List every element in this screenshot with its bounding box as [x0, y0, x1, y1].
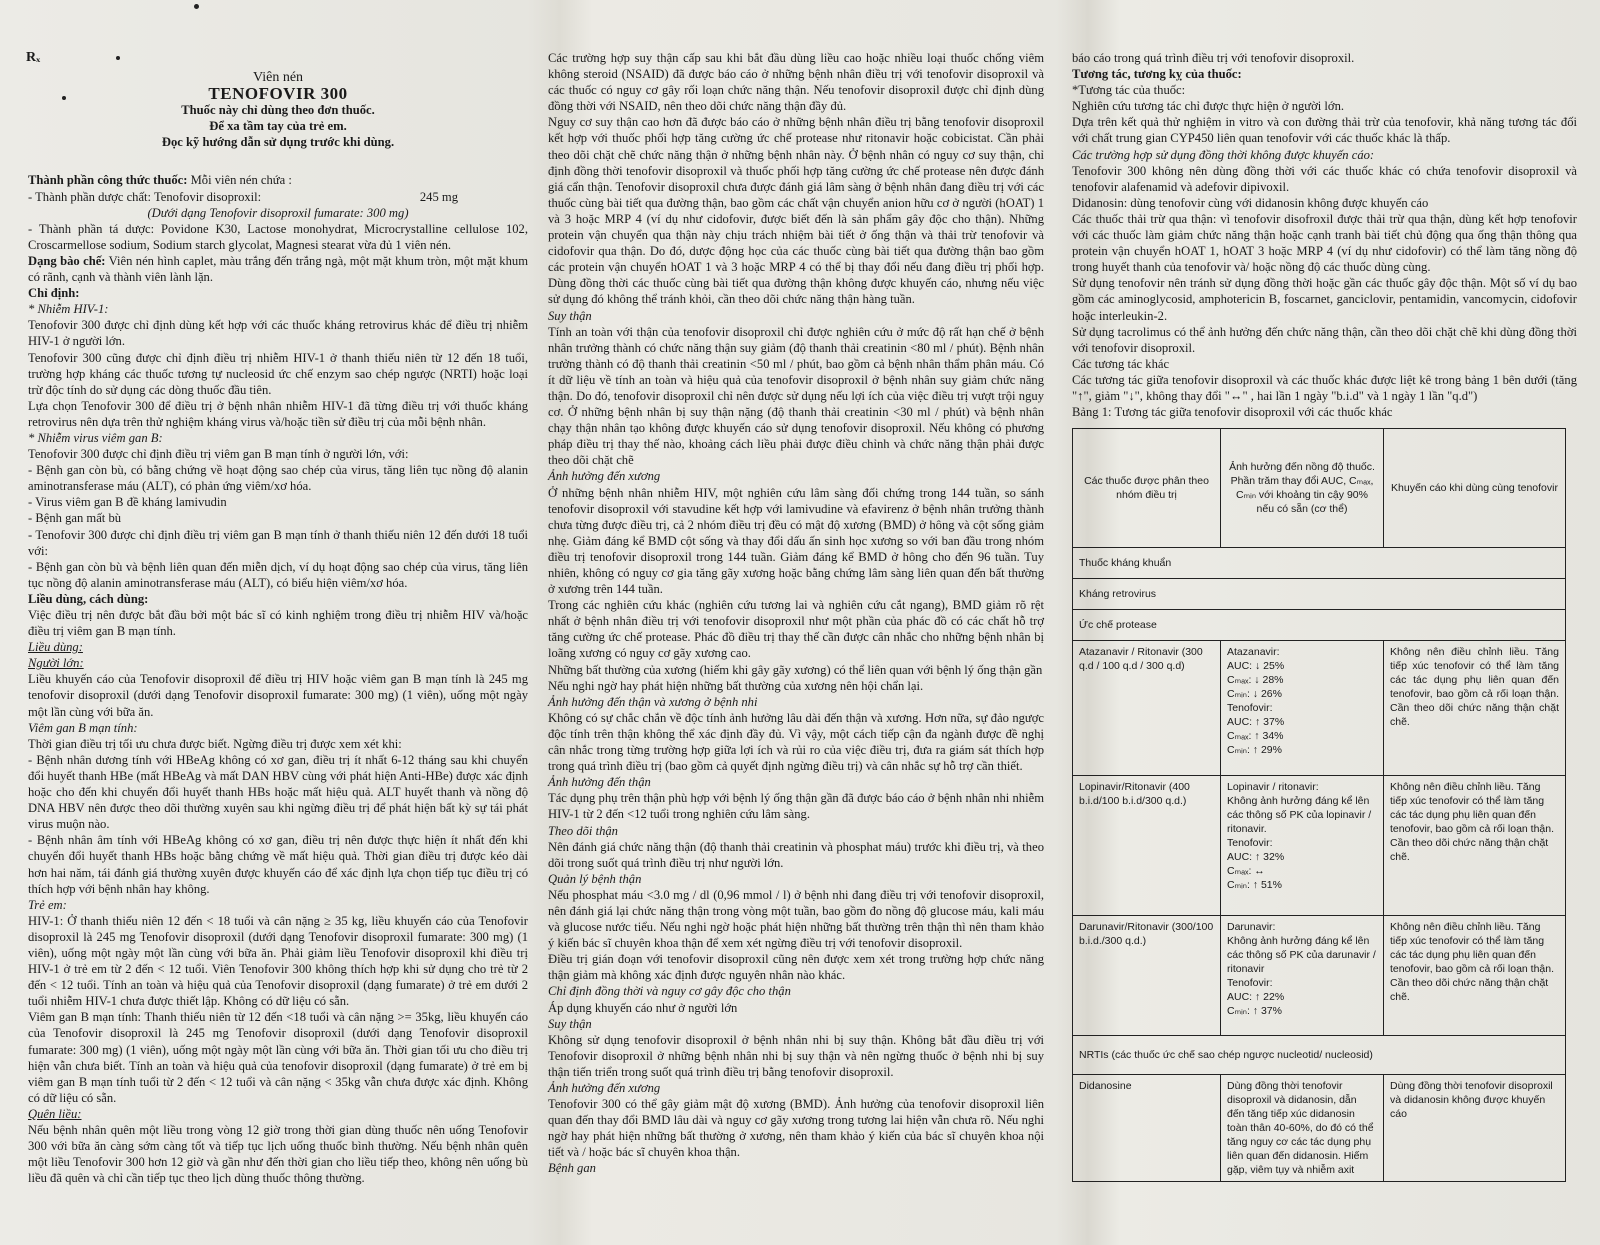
scan-speck: [194, 4, 199, 9]
table-header-cell: Khuyến cáo khi dùng cùng tenofovir: [1384, 429, 1566, 548]
body-paragraph: Các trường hợp suy thận cấp sau khi bắt đầu dùng liều cao hoặc nhiều loại thuốc chống viêm không steroid (NSAID) đã được báo cáo ở những bệnh nhân điều trị với tenofovir disoproxil và các thuốc có nguy cơ gây rối loạn chức năng thận. Nếu tenofovir disoproxil được chỉ định dùng đồng thời với NSAID, nên theo dõi chức năng thận đầy đủ.: [548, 51, 1044, 114]
not-recommended-subheading: Các trường hợp sử dụng đồng thời không được khuyến cáo:: [1072, 147, 1375, 162]
body-paragraph: Trong các nghiên cứu khác (nghiên cứu tương lai và nghiên cứu cắt ngang), BMD giảm rõ rệt nhất ở bệnh nhân điều trị với tenofovir disoproxil như một phần của phác đồ có các chất hỗ trợ tăng cường ức chế protease. Phác đồ điều trị thay thế cần được cân nhắc cho những bệnh nhân bị loãng xương có nguy cơ gãy xương cao.: [548, 598, 1044, 661]
missed-dose-paragraph: Nếu bệnh nhân quên một liều trong vòng 12 giờ trong thời gian dùng thuốc nên uống Tenofovir 300 với bữa ăn càng sớm càng tốt và tiếp tục lịch uống thuốc bình thường. Nếu bệnh nhân quên một liều Tenofovir 300 hơn 12 giờ và gần như đến thời gian cho liều tiếp theo, không nên uống bù liều đã quên và chỉ cần tiếp tục theo lịch dùng thuốc thông thường.: [28, 1123, 528, 1186]
kidney-subheading: Ảnh hưởng đến thận: [548, 775, 651, 790]
management-subheading: Quản lý bệnh thận: [548, 871, 642, 886]
column-3: [1072, 50, 1577, 1182]
dose-subheading: Liều dùng:: [28, 640, 83, 655]
dosage-form: Dạng bào chế: Viên nén hình caplet, màu trắng đến trắng ngà, một mặt khum tròn, một mặt khum có rãnh, cạnh và thành viên lành lặn.: [28, 253, 528, 285]
body-paragraph: Nên đánh giá chức năng thận (độ thanh thải creatinin và phosphat máu) trước khi điều trị, và theo dõi trong suốt quá trình điều trị như người lớn.: [548, 839, 1044, 870]
table-header-row: [1073, 429, 1566, 548]
hbv-paragraph: - Tenofovir 300 được chỉ định điều trị viêm gan B mạn tính ở thanh thiếu niên 12 đến dưới 18 tuổi với:: [28, 527, 528, 558]
body-paragraph: Các tương tác giữa tenofovir disoproxil và các thuốc khác được liệt kê trong bảng 1 bên dưới (tăng "↑", giảm "↓", không thay đổi "↔" , hai lần 1 ngày "b.i.d" và 1 ngày 1 lần "q.d"): [1072, 372, 1577, 403]
indication-heading: Chỉ định:: [28, 286, 80, 301]
body-paragraph: Sử dụng tenofovir nên tránh sử dụng đồng thời hoặc gần các thuốc gây độc thận. Một số ví dụ bao gồm các aminoglycosid, amphotericin B, foscarnet, ganciclovir, pentamidin, vancomycin, cidofovir hoặc interleukin-2.: [1072, 276, 1577, 323]
body-paragraph: Didanosin: dùng tenofovir cùng với didanosin không được khuyến cáo: [1072, 195, 1429, 210]
table-cell-effect: Lopinavir / ritonavir: Không ảnh hưởng đáng kể lên các thông số PK của lopinavir / ritonavir. Tenofovir: AUC: ↑ 32% Cₘₐₓ: ↔ Cₘᵢₙ: ↑ 51%: [1221, 776, 1384, 916]
prescription-warning: Thuốc này chỉ dùng theo đơn thuốc.: [181, 103, 375, 118]
monitoring-subheading: Theo dõi thận: [548, 823, 618, 838]
children-subheading: Trẻ em:: [28, 897, 67, 912]
body-paragraph: Không có sự chắc chắn về độc tính ảnh hưởng lâu dài đến thận và xương. Hơn nữa, sự đảo ngược độc tính trên thận không thể xác định đầy đủ. Vì vậy, một cách tiếp cận đa ngành được đề nghị cân nhắc trong từng trường hợp giữa lợi ích và rủi ro của việc điều trị, đưa ra giám sát thích hợp trong quá trình điều trị (bao gồm cả quyết định ngừng điều trị) và cân nhắc sự hỗ trợ cần thiết.: [548, 710, 1044, 774]
rx-mark: Rₓ: [26, 50, 41, 65]
body-paragraph: Nếu phosphat máu <3.0 mg / dl (0,96 mmol / l) ở bệnh nhi đang điều trị với tenofovir disoproxil, nên đánh giá lại chức năng thận trong vòng một tuần, bao gồm đo nồng độ glucose máu, kali máu và glucose nước tiểu. Nếu nghi ngờ hoặc phát hiện những bất thường trên thận thì nên tham khảo ý kiến bác sĩ chuyên khoa thận để xem xét ngừng điều trị với tenofovir disoproxil.: [548, 887, 1044, 951]
adult-paragraph: Liều khuyến cáo của Tenofovir disoproxil để điều trị HIV hoặc viêm gan B mạn tính là 245 mg tenofovir disoproxil (dưới dạng Tenofovir disoproxil fumarate: 300 mg) (1 viên), uống một ngày một lần cùng với bữa ăn.: [28, 672, 528, 719]
active-ingredient-row: - Thành phần dược chất: Tenofovir disoproxil: 245 mg: [28, 189, 458, 204]
body-paragraph: Nguy cơ suy thận cao hơn đã được báo cáo ở những bệnh nhân điều trị bằng tenofovir disoproxil kết hợp với thuốc phối hợp tăng cường ức chế protease như ritonavir hoặc cobicistat. Cần phải theo dõi chặt chẽ chức năng thận ở những bệnh nhân này. Ở bệnh nhân có nguy cơ suy thận, chỉ định đồng thời tenofovir disoproxil và thuốc phối hợp tăng cường ức chế protease nên được đánh giá cẩn thận. Tenofovir disoproxil chưa được đánh giá lâm sàng ở bệnh nhân đang điều trị với các thuốc cùng bài tiết qua đường thận, bao gồm các chất vận chuyển anion hữu cơ ở người (hOAT) 1 và 3 hoặc MRP 4 (ví dụ như cidofovir, được biết đến là sản phẩm gây độc cho thận). Những protein vận chuyển qua thận này chịu trách nhiệm bài tiết ở ống thận và thải trừ tenofovir và cidofovir qua thận. Do đó, dược động học của các thuốc cùng bài tiết qua đường thận bao gồm các protein vận chuyển hOAT 1 và 3 hoặc MRP 4 có thể bị thay đổi nếu đang điều trị phối hợp. Dùng đồng thời các thuốc cùng bài tiết qua đường thận không được khuyến cáo, nhưng nếu việc sử dụng đó không thể tránh khỏi, cần theo dõi chức năng thận hàng tuần.: [548, 115, 1044, 307]
table-row: [1073, 916, 1566, 1036]
interaction-heading: Tương tác, tương kỵ của thuốc:: [1072, 67, 1242, 82]
table-group-row: Kháng retrovirus: [1073, 579, 1566, 610]
renal-failure-subheading: Suy thận: [548, 1016, 592, 1031]
table-cell-recommendation: Dùng đồng thời tenofovir disoproxil và didanosin không được khuyến cáo: [1384, 1075, 1566, 1182]
table-group-row: Thuốc kháng khuẩn: [1073, 548, 1566, 579]
table-caption: Bảng 1: Tương tác giữa tenofovir disoproxil với các thuốc khác: [1072, 405, 1393, 420]
chb-paragraph: Thời gian điều trị tối ưu chưa được biết. Ngừng điều trị được xem xét khi:: [28, 736, 402, 751]
body-paragraph: Ở những bệnh nhân nhiễm HIV, một nghiên cứu lâm sàng đối chứng trong 144 tuần, so sánh tenofovir disoproxil với stavudine kết hợp với lamivudine và efavirenz ở bệnh nhân trưởng thành chưa từng được điều trị, cả 2 nhóm điều trị đều có mật độ xương (BMD) ở hông và cột sống giảm nhẹ. Giảm đáng kể BMD cột sống và thay đổi dấu ấn sinh học xương so với ban đầu trong nhóm điều trị tenofovir disoproxil trong 144 tuần. Giảm đáng kể BMD ở hông cho đến 96 tuần. Tuy nhiên, không có nguy cơ gia tăng gãy xương hoặc bằng chứng lâm sàng liên quan đến bất thường ở xương trên 144 tuần.: [548, 485, 1044, 597]
hbv-paragraph: - Bệnh gan còn bù và bệnh liên quan đến miễn dịch, ví dụ hoạt động sao chép của virus, tăng liên tục nồng độ alanin aminotransferase máu (ALT), có biểu hiện viêm/xơ hóa.: [28, 559, 528, 590]
body-paragraph: Những bất thường của xương (hiếm khi gây gãy xương) có thể liên quan với bệnh lý ống thận gần: [548, 662, 1043, 677]
body-paragraph: Sử dụng tacrolimus có thể ảnh hưởng đến chức năng thận, cần theo dõi chặt chẽ khi dùng đồng thời với tenofovir disoproxil.: [1072, 324, 1577, 355]
read-instructions-warning: Đọc kỹ hướng dẫn sử dụng trước khi dùng.: [161, 135, 395, 150]
table-group-row: NRTIs (các thuốc ức chế sao chép ngược nucleotid/ nucleosid): [1073, 1036, 1566, 1075]
body-paragraph: Tính an toàn với thận của tenofovir disoproxil chỉ được nghiên cứu ở mức độ rất hạn chế ở bệnh nhân trưởng thành có chức năng thận suy giảm (độ thanh thải creatinin <80 ml / phút). Bệnh nhân trưởng thành có độ thanh thải creatinin <50 ml / phút, bao gồm cả bệnh nhân thẩm phân máu. Có ít dữ liệu về tính an toàn và hiệu quả của tenofovir disoproxil ở bệnh nhân suy giảm chức năng thận. Do đó, tenofovir disoproxil chỉ nên được sử dụng nếu lợi ích của việc điều trị vượt trội nguy cơ. Ở những bệnh nhân bị suy thận nặng (độ thanh thải creatinin <30 ml / phút) và bệnh nhân chạy thận nhân tạo không được khuyến cáo sử dụng tenofovir disoproxil. Nếu không có phương pháp điều trị thay thế nào, khoảng cách liều phải được điều chỉnh và chức năng thận phải được theo dõi chặt chẽ: [548, 324, 1044, 468]
table-cell-drug: Atazanavir / Ritonavir (300 q.d / 100 q.d / 300 q.d): [1073, 641, 1221, 776]
children-warning: Để xa tầm tay của trẻ em.: [209, 119, 347, 134]
chb-paragraph: - Bệnh nhân dương tính với HBeAg không có xơ gan, điều trị ít nhất 6-12 tháng sau khi chuyển đổi huyết thanh HBe (mất HBeAg và mất DAN HBV cùng với phát hiện Anti-HBe) được xác định hoặc cho đến khi chuyển đổi huyết thanh HBs hoặc mất hiệu quả. ALT huyết thanh và nồng độ DNA HBV nên được theo dõi thường xuyên sau khi ngừng điều trị để phát hiện bất kỳ sự tái phát virus muộn nào.: [28, 752, 528, 832]
table-cell-recommendation: Không nên điều chỉnh liều. Tăng tiếp xúc tenofovir có thể làm tăng các tác dụng phụ liên quan đến tenofovir, bao gồm cả rối loạn thận. Cần theo dõi chức năng thận chặt chẽ.: [1384, 916, 1566, 1036]
excipients: - Thành phần tá dược: Povidone K30, Lactose monohydrat, Microcrystalline cellulose 102, Croscarmellose sodium, Sodium starch glycolat, Magnesi stearat vừa đủ 1 viên nén.: [28, 221, 528, 252]
coadmin-subheading: Chỉ định đồng thời và nguy cơ gây độc cho thận: [548, 984, 791, 999]
hbv-paragraph: - Bệnh gan còn bù, có bằng chứng về hoạt động sao chép của virus, tăng liên tục nồng độ alanin aminotransferase máu (ALT), có phản ứng viêm/xơ hóa.: [28, 463, 528, 494]
liver-subheading: Bệnh gan: [548, 1161, 596, 1176]
body-paragraph: Không sử dụng tenofovir disoproxil ở bệnh nhân nhi bị suy thận. Không bắt đầu điều trị với Tenofovir disoproxil ở những bệnh nhân nhi bị suy thận và nên ngừng thuốc ở bệnh nhi bị suy thận tiến triển trong suốt quá trình điều trị bằng tenofovir disoproxil.: [548, 1032, 1044, 1079]
table-cell-recommendation: Không nên điều chỉnh liều. Tăng tiếp xúc tenofovir có thể làm tăng các tác dụng phụ liên quan đến tenofovir, bao gồm cả rối loạn thận. Cần theo dõi chức năng thận chặt chẽ.: [1384, 641, 1566, 776]
column-2: [548, 50, 1044, 1177]
body-paragraph: Nếu nghi ngờ hay phát hiện những bất thường của xương nên hội chẩn lại.: [548, 678, 924, 693]
dosage-paragraph: Việc điều trị nên được bắt đầu bởi một bác sĩ có kinh nghiệm trong điều trị nhiễm HIV và/hoặc điều trị viêm gan B mạn tính.: [28, 608, 528, 639]
chb-paragraph: - Bệnh nhân âm tính với HBeAg không có xơ gan, điều trị nên được thực hiện ít nhất đến khi chuyển đổi huyết thanh HBs hoặc bằng chứng về mất hiệu quả. Thời gian điều trị được kéo dài hơn hai năm, tái đánh giá thường xuyên được khuyến cáo để xác định lựa chọn tiếp tục điều trị có thích hợp với bệnh nhân hay không.: [28, 833, 528, 896]
bone-subheading: Ảnh hưởng đến xương: [548, 469, 661, 484]
missed-dose-subheading: Quên liều:: [28, 1106, 82, 1121]
product-form: Viên nén: [252, 70, 304, 85]
table-row: [1073, 1075, 1566, 1182]
interaction-table: [1072, 428, 1566, 1182]
body-paragraph: Các thuốc thải trừ qua thận: vì tenofovir disofroxil được thải trừ qua thận, dùng kết hợp tenofovir với các thuốc làm giảm chức năng thận hoặc cạnh tranh bài tiết chủ động qua ống thận thông qua protein vận chuyển hOAT 1, hOAT 3 hoặc MRP 4 (ví dụ như cidofovir) có thể làm tăng nồng độ trong huyết thanh của tenofovir và/ hoặc nồng độ các thuốc dùng cùng.: [1072, 211, 1577, 275]
hbv-paragraph: - Bệnh gan mất bù: [28, 511, 122, 526]
body-paragraph: Điều trị gián đoạn với tenofovir disoproxil cũng nên được xem xét trong trường hợp chức năng thận giảm mà không xác định được nguyên nhân nào khác.: [548, 952, 1044, 983]
dosage-heading: Liều dùng, cách dùng:: [28, 591, 149, 606]
body-paragraph: báo cáo trong quá trình điều trị với tenofovir disoproxil.: [1072, 51, 1355, 65]
table-cell-drug: Darunavir/Ritonavir (300/100 b.i.d./300 q.d.): [1073, 916, 1221, 1036]
hiv-paragraph: Lựa chọn Tenofovir 300 để điều trị ở bệnh nhân nhiễm HIV-1 đã từng điều trị với thuốc kháng retrovirus nên dựa trên thử nghiệm kháng virus và/hoặc tiền sử điều trị của mỗi bệnh nhân.: [28, 398, 528, 429]
body-paragraph: Tenofovir 300 không nên dùng đồng thời với các thuốc khác có chứa tenofovir disoproxil và tenofovir alafenamid và adefovir dipivoxil.: [1072, 163, 1577, 194]
active-ingredient-form: (Dưới dạng Tenofovir disoproxil fumarate: 300 mg): [147, 205, 409, 220]
table-row: [1073, 641, 1566, 776]
product-name: TENOFOVIR 300: [208, 84, 348, 104]
interaction-subheading: *Tương tác của thuốc:: [1072, 83, 1186, 98]
adult-subheading: Người lớn:: [28, 656, 84, 671]
children-paragraph: HIV-1: Ở thanh thiếu niên 12 đến < 18 tuổi và cân nặng ≥ 35 kg, liều khuyến cáo của Tenofovir disoproxil là 245 mg Tenofovir disoproxil (dưới dạng Tenofovir disoproxil fumarate: 300 mg) (1 viên), uống một ngày một lần cùng với bữa ăn. Phải giảm liều Tenofovir disoproxil khi điều trị HIV-1 ở trẻ em từ 2 đến < 12 tuổi. Viên Tenofovir 300 không thích hợp khi sử dụng cho trẻ từ 2 đến < 12 tuổi. Tính an toàn và hiệu quả của Tenofovir disoproxil (dạng fumarate) ở trẻ em dưới 2 tuổi nhiễm HIV-1 chưa được thiết lập. Không có dữ liệu có sẵn.: [28, 913, 528, 1009]
column-1: [28, 55, 528, 1186]
hiv-heading: * Nhiễm HIV-1:: [28, 302, 109, 317]
body-paragraph: Nghiên cứu tương tác chỉ được thực hiện ở người lớn.: [1072, 99, 1345, 114]
chb-subheading: Viêm gan B mạn tính:: [28, 720, 138, 735]
body-paragraph: Áp dụng khuyến cáo như ở người lớn: [548, 1000, 738, 1015]
composition-heading: Thành phần công thức thuốc: Mỗi viên nén chứa :: [28, 173, 292, 188]
hiv-paragraph: Tenofovir 300 được chỉ định dùng kết hợp với các thuốc kháng retrovirus khác để điều trị nhiễm HIV-1 ở người lớn.: [28, 318, 528, 349]
table-cell-effect: Dùng đồng thời tenofovir disoproxil và didanosin, dẫn đến tăng tiếp xúc didanosin toàn thân 40-60%, do đó có thể tăng nguy cơ các tác dụng phụ liên quan đến didanosin. Hiếm gặp, viêm tụy và nhiễm axit: [1221, 1075, 1384, 1182]
body-paragraph: Tác dụng phụ trên thận phù hợp với bệnh lý ống thận gần đã được báo cáo ở bệnh nhân nhi nhiễm HIV-1 từ 2 đến <12 tuổi trong nghiên cứu lâm sàng.: [548, 791, 1044, 822]
hiv-paragraph: Tenofovir 300 cũng được chỉ định điều trị nhiễm HIV-1 ở thanh thiếu niên từ 12 đến 18 tuổi, trường hợp kháng các thuốc tương tự nucleosid ức chế enzym sao chép ngược (NRTI) hoặc loại trừ độc tính do sử dụng các dòng thuốc đầu tiên.: [28, 350, 528, 397]
hbv-paragraph: - Virus viêm gan B đề kháng lamivudin: [28, 495, 227, 510]
table-cell-effect: Darunavir: Không ảnh hưởng đáng kể lên các thông số PK của darunavir / ritonavir Tenofovir: AUC: ↑ 22% Cₘᵢₙ: ↑ 37%: [1221, 916, 1384, 1036]
table-cell-recommendation: Không nên điều chỉnh liều. Tăng tiếp xúc tenofovir có thể làm tăng các tác dụng phụ liên quan đến tenofovir, bao gồm cả rối loạn thận. Cần theo dõi chức năng thận chặt chẽ.: [1384, 776, 1566, 916]
table-header-cell: Ảnh hưởng đến nồng độ thuốc. Phần trăm thay đổi AUC, Cₘₐₓ, Cₘᵢₙ với khoảng tin cậy 90% nếu có sẵn (cơ thể): [1221, 429, 1384, 548]
renal-subheading: Suy thận: [548, 308, 592, 323]
other-interactions-subheading: Các tương tác khác: [1072, 356, 1170, 371]
table-group-row: Ức chế protease: [1073, 610, 1566, 641]
children-paragraph: Viêm gan B mạn tính: Thanh thiếu niên từ 12 đến <18 tuổi và cân nặng >= 35kg, liều khuyến cáo của Tenofovir disoproxil là 245 mg Tenofovir disoproxil (dưới dạng Tenofovir disoproxil fumarate: 300 mg) (1 viên), uống một ngày một lần cùng với bữa ăn. Thời gian tối ưu cho điều trị hiện vẫn chưa biết. Tính an toàn và hiệu quả của tenofovir disoproxil (dạng fumarate) ở trẻ em bị viêm gan B mạn tính tuổi từ 2 đến < 12 tuổi và cân nặng < 35kg vẫn chưa được xác định. Không có dữ liệu có sẵn.: [28, 1010, 528, 1105]
table-cell-effect: Atazanavir: AUC: ↓ 25% Cₘₐₓ: ↓ 28% Cₘᵢₙ: ↓ 26% Tenofovir: AUC: ↑ 37% Cₘₐₓ: ↑ 34% Cₘᵢₙ: ↑ 29%: [1221, 641, 1384, 776]
table-row: [1073, 776, 1566, 916]
bone-subheading-2: Ảnh hưởng đến xương: [548, 1081, 661, 1095]
table-cell-drug: Lopinavir/Ritonavir (400 b.i.d/100 b.i.d/300 q.d.): [1073, 776, 1221, 916]
body-paragraph: Dựa trên kết quả thử nghiệm in vitro và con đường thải trừ của tenofovir, khả năng tương tác đối với chất trung gian CYP450 liên quan tenofovir với các thuốc khác là thấp.: [1072, 115, 1577, 146]
pediatric-kidney-bone-subheading: Ảnh hưởng đến thận và xương ở bệnh nhi: [548, 694, 758, 709]
hbv-paragraph: Tenofovir 300 được chỉ định điều trị viêm gan B mạn tính ở người lớn, với:: [28, 447, 409, 462]
table-header-cell: Các thuốc được phân theo nhóm điều trị: [1073, 429, 1221, 548]
hbv-heading: * Nhiễm virus viêm gan B:: [28, 430, 163, 445]
body-paragraph: Tenofovir 300 có thể gây giảm mật độ xương (BMD). Ảnh hưởng của tenofovir disoproxil liên quan đến thay đổi BMD lâu dài và nguy cơ gãy xương trong tương lai hiện vẫn chưa rõ. Nếu nghi ngờ hay phát hiện những bất thường ở xương, nên tham khảo ý kiến của bác sĩ chuyên khoa nội tiết và / hoặc bác sĩ chuyên khoa thận.: [548, 1097, 1044, 1160]
table-cell-drug: Didanosine: [1073, 1075, 1221, 1182]
